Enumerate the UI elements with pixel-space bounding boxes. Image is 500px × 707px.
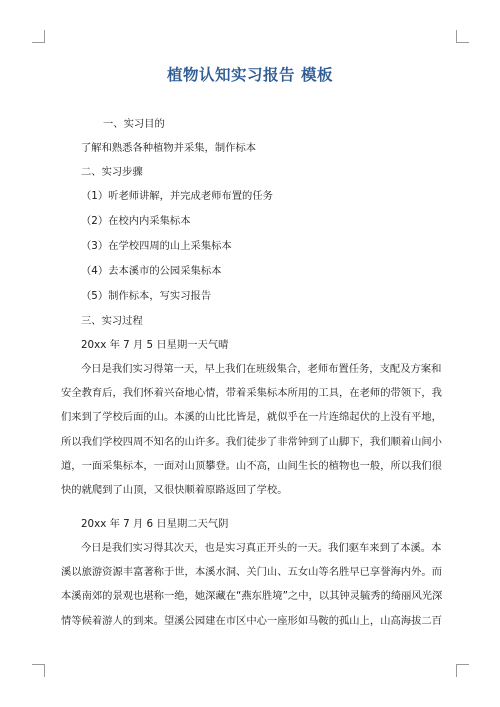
step-item: （4）去本溪市的公园采集标本 xyxy=(81,265,222,277)
day1-line: 安全教育后，我们怀着兴奋地心情，带着采集标本所用的工具，在老师的带领下，我 xyxy=(61,387,442,400)
day2-line: 情等候着游人的到来。望溪公园建在市区中心一座形如马鞍的孤山上，山高海拔二百 xyxy=(61,614,442,627)
day2-date-heading: 20xx 年 7 月 6 日星期二天气阴 xyxy=(81,518,229,530)
day1-line: 今日是我们实习得第一天，早上我们在班级集合，老师布置任务，支配及方案和 xyxy=(81,363,442,375)
step-item: （2）在校内内采集标本 xyxy=(81,215,191,227)
day2-line: 本溪南郊的景观也堪称一绝，她深藏在“燕东胜境”之中，以其钟灵毓秀的绮丽风光深 xyxy=(61,590,443,603)
step-item: （5）制作标本，写实习报告 xyxy=(81,290,212,302)
step-item: （1）听老师讲解，并完成老师布置的任务 xyxy=(81,190,273,202)
step-item: （3）在学校四周的山上采集标本 xyxy=(81,240,232,252)
day1-date-heading: 20xx 年 7 月 5 日星期一天气晴 xyxy=(81,339,229,351)
day1-line: 快的就爬到了山顶，又很快顺着原路返回了学校。 xyxy=(61,484,288,497)
crop-mark-top-left xyxy=(32,30,45,43)
crop-mark-bottom-left xyxy=(32,664,45,677)
day1-paragraph xyxy=(61,357,442,502)
section-heading-process: 三、实习过程 xyxy=(81,315,143,327)
crop-mark-top-right xyxy=(456,30,469,43)
document-title: 植物认知实习报告 模板 xyxy=(167,66,333,84)
day2-line: 溪以旅游资源丰富著称于世，本溪水洞、关门山、五女山等名胜早已享誉海内外。而 xyxy=(61,566,442,579)
crop-mark-bottom-right xyxy=(456,664,469,677)
section-heading-steps: 二、实习步骤 xyxy=(81,166,143,178)
day2-paragraph xyxy=(61,536,443,633)
purpose-text: 了解和熟悉各种植物并采集，制作标本 xyxy=(81,142,257,154)
section-heading-purpose: 一、实习目的 xyxy=(103,118,165,130)
day2-line: 今日是我们实习得其次天，也是实习真正开头的一天。我们驱车来到了本溪。本 xyxy=(81,542,442,554)
day1-line: 道，一面采集标本，一面对山顶攀登。山不高，山间生长的植物也一般，所以我们很 xyxy=(61,459,442,472)
day1-line: 们来到了学校后面的山。本溪的山比比皆是，就似乎在一片连绵起伏的上没有平地， xyxy=(61,411,442,424)
day1-line: 所以我们学校四周不知名的山许多。我们徒步了非常钟到了山脚下，我们顺着山间小 xyxy=(61,435,442,448)
